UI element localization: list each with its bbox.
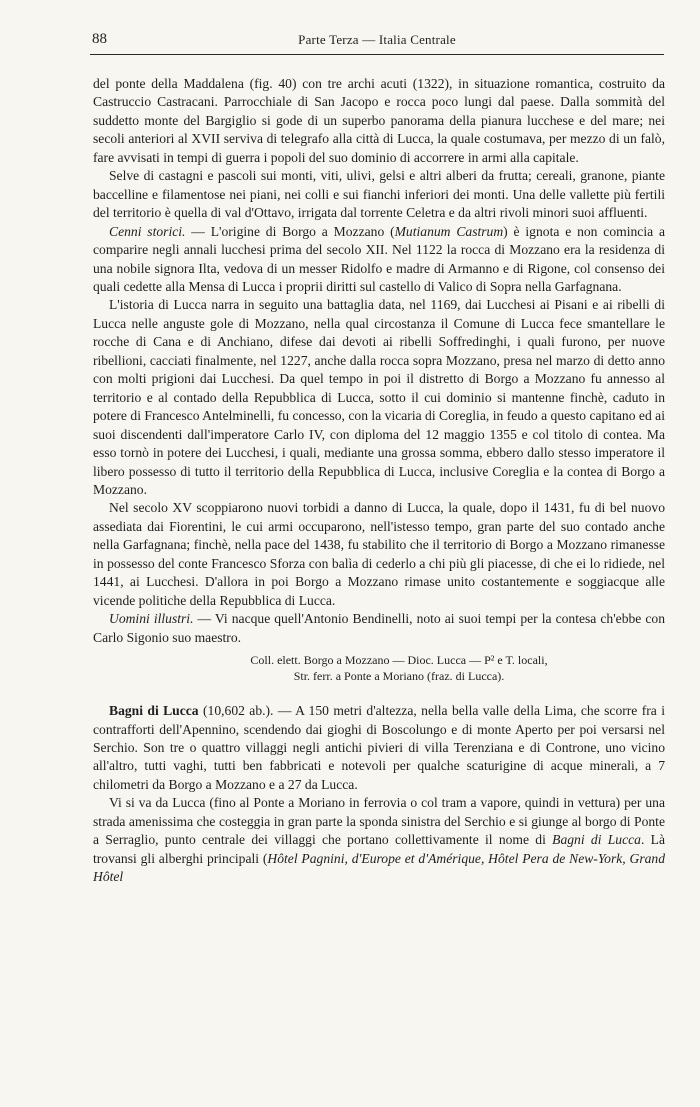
paragraph [93,794,665,886]
paragraph [93,223,665,297]
page-number: 88 [92,31,107,47]
citation-line: Str. ferr. a Ponte a Moriano (fraz. di Lucca). [293,669,505,684]
entry-paragraph [93,702,665,794]
section-label: Cenni storici. [109,223,186,239]
paragraph: Selve di castagni e pascoli sui monti, viti, ulivi, gelsi e altri alberi da frutta; cereali, granone, piante baccelline e filamentose nei piani, nei colli e sui fianchi inferiori dei monti. Una delle vallette più fertili del territorio è quella di val d'Ottavo, irrigata dal torrente Celetra e da altri rivoli minori suoi affluenti. [93,168,665,221]
paragraph-text: Vi si va da Lucca (fino al Ponte a Moriano in ferrovia o col tram a vapore, quindi in vettura) per una strada amenissima che costeggia in gran parte la sponda sinistra del Serchio e si giunge al borgo di Ponte a Serraglio, punto centrale dei villaggi che portano collettivamente il nome di [93,795,665,848]
latin-name: Mutianum Castrum [394,223,504,239]
citation-line: Coll. elett. Borgo a Mozzano — Dioc. Lucca — P² e T. locali, [250,653,548,668]
entry-title: Bagni di Lucca [109,703,199,719]
paragraph-text: — L'origine di Borgo a Mozzano ( [185,223,395,239]
hotel-list: Hôtel Pagnini, d'Europe et d'Amérique, Hôtel Pera de New-York, Grand Hôtel [93,850,665,885]
paragraph-text: (10,602 ab.). — A 150 metri d'altezza, nella bella valle della Lima, che scorre fra i contrafforti dell'Apennino, scendendo dai gioghi di Boscolungo e di monte Aperto per poi versarsi nel Serchio. Son tre o quattro villaggi negli antichi pivieri di villa Terenziana e di Controne, uno vicino all'altro, tutti vaghi, tutti ben fabbricati e notevoli per qualche scaturigine di acque minerali, a 7 chilometri da Borgo a Mozzano e a 27 da Lucca. [93,703,665,792]
running-title: Parte Terza — Italia Centrale [298,32,456,47]
section-label: Uomini illustri. [109,611,194,627]
paragraph-text: ) è ignota e non comincia a comparire negli annali lucchesi prima del secolo XII. Nel 1122 la rocca di Mozzano era la residenza di una nobile signora Ilta, vedova di un messer Ridolfo e madre di Armanno e di Rigone, col consenso dei quali cedette alla Mensa di Lucca i proprii diritti sul castello di Valico di Sopra nella Garfagnana. [93,223,665,294]
paragraph [93,610,665,647]
paragraph: del ponte della Maddalena (fig. 40) con tre archi acuti (1322), in situazione romantica, costruito da Castruccio Castracani. Parrocchiale di San Jacopo e rocca poco lungi dal paese. Dalla sommità del suddetto monte del Bargiglio si gode di un superbo panorama della pianura lucchese e del mare; nei secoli anteriori al XVII serviva di telegrafo alla città di Lucca, la quale costumava, per mezzo di un falò, fare avvisati in tempi di guerra i popoli del suo dominio di accorrere in armi alla capitale. [93,76,665,165]
paragraph: Nel secolo XV scoppiarono nuovi torbidi a danno di Lucca, la quale, dopo il 1431, fu di bel nuovo assediata dai Fiorentini, le cui armi occuparono, nell'istesso tempo, gran parte del suo contado anche nella Garfagnana; finchè, nella pace del 1438, fu stabilito che il territorio di Borgo a Mozzano rimanesse in possesso del conte Francesco Sforza con balìa di cederlo a chi più gli piacesse, di che ei lo ridiede, nel 1441, ai Lucchesi. D'allora in poi Borgo a Mozzano rimase unito costantemente e soggiacque alle vicende politiche della Repubblica di Lucca. [93,500,665,608]
body-text [93,75,665,887]
page-header [90,28,664,55]
administrative-citation [93,652,665,684]
paragraph-text: — Vi nacque quell'Antonio Bendinelli, noto ai suoi tempi per la contesa ch'ebbe con Carlo Sigonio suo maestro. [93,611,665,645]
place-name: Bagni di Lucca [552,832,641,848]
paragraph: L'istoria di Lucca narra in seguito una battaglia data, nel 1169, dai Lucchesi ai Pisani e ai ribelli di Lucca nelle anguste gole di Mozzano, nella qual circostanza il Comune di Lucca fece smantellare le rocche di Cana e di Anchiano, difese dai devoti ai ribelli Soffredinghi, i quali furono, per nuove ribellioni, cacciati finalmente, nel 1227, anche dalla rocca sopra Mozzano, presa nel marzo di detto anno con molti prigioni dai Lucchesi. Da quel tempo in poi il distretto di Borgo a Mozzano fu annesso al territorio e al contado della Repubblica di Lucca, sotto il cui dominio si mantenne finchè, caduto in potere di Francesco Antelminelli, fu concesso, con la vicaria di Coreglia, in feudo a questo capitano ed ai suoi discendenti dall'imperatore Carlo IV, con diploma del 12 maggio 1355 e col titolo di contea. Ma esso tornò in potere dei Lucchesi, i quali, mediante una grossa somma, ebbero dallo stesso imperatore il libero possesso di tutto il territorio della Repubblica di Lucca, inclusive Coreglia e la contea di Borgo a Mozzano. [93,297,665,497]
paragraph-text: . Là trovansi gli alberghi principali ( [93,832,665,866]
